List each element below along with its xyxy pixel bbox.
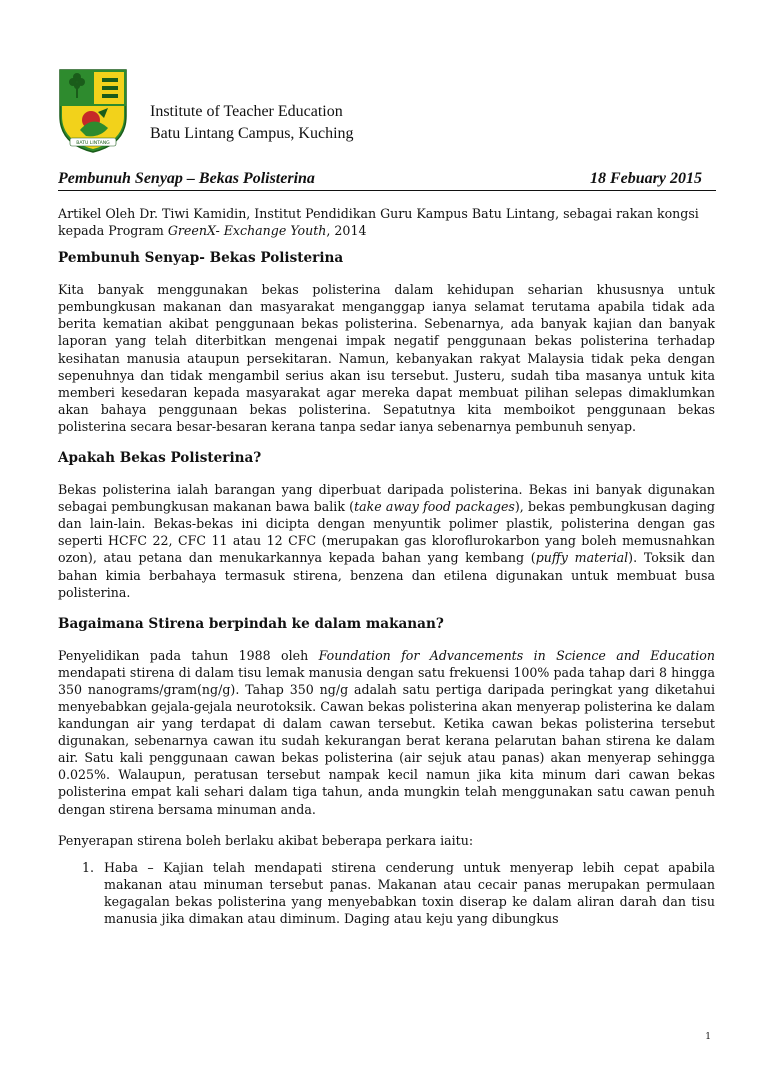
document-title-bar [58,168,716,191]
campus-name: Batu Lintang Campus, Kuching [150,125,354,142]
section-heading: Bagaimana Stirena berpindah ke dalam makanan? [58,615,444,632]
institute-crest-logo [58,68,128,154]
document-date: 18 Febuary 2015 [590,170,702,187]
list-item-number: 1. [82,859,95,875]
article-body [58,205,715,927]
list-item [58,859,715,927]
institute-name: Institute of Teacher Education [150,103,343,120]
paragraph: Bekas polisterina ialah barangan yang diperbuat daripada polisterina. Bekas ini banyak digunakan sebagai pembungkusan makanan bawa balik (take away food packages), bekas pembungkusan daging dan lain-lain. Bekas-bekas ini dicipta dengan menyuntik polimer plastik, polisterina dengan gas seperti HCFC 22, CFC 11 atau 12 CFC (merupakan gas kloroflurokarbon yang boleh memusnahkan ozon), atau petana dan menukarkannya kepada bahan yang kembang (puffy material). Toksik dan bahan kimia berbahaya termasuk stirena, benzena dan etilena digunakan untuk membuat busa polisterina. [58,482,715,600]
list-item-text: Haba – Kajian telah mendapati stirena cenderung untuk menyerap lebih cepat apabila makanan atau minuman tersebut panas. Makanan atau cecair panas merupakan permulaan kegagalan bekas polisterina yang menyebabkan toxin diserap ke dalam aliran darah dan tisu manusia jika dimakan atau diminum. Daging atau keju yang dibungkus [104,859,715,926]
numbered-list [58,859,715,927]
article-byline: Artikel Oleh Dr. Tiwi Kamidin, Institut Pendidikan Guru Kampus Batu Lintang, sebagai rakan kongsi kepada Program GreenX- Exchange Youth, 2014 [58,206,699,239]
page-number: 1 [705,1032,711,1042]
list-intro: Penyerapan stirena boleh berlaku akibat beberapa perkara iaitu: [58,832,474,848]
section-heading: Pembunuh Senyap- Bekas Polisterina [58,250,344,267]
logo-motto-text: BATU LINTANG [76,141,110,146]
paragraph: Kita banyak menggunakan bekas polisterina dalam kehidupan seharian khususnya untuk pembungkusan makanan dan masyarakat menganggap ianya selamat terutama apabila tidak ada berita kematian akibat penggunaan bekas polisterina. Sebenarnya, ada banyak kajian dan banyak laporan yang telah diterbitkan mengenai impak negatif penggunaan bekas polisterina terhadap kesihatan manusia ataupun persekitaran. Namun, kebanyakan rakyat Malaysia tidak peka dengan sepenuhnya dan tidak mengambil serius akan isu tersebut. Justeru, sudah tiba masanya untuk kita memberi kesedaran kepada masyarakat agar mereka dapat membuat pilihan selepas dimaklumkan akan bahaya penggunaan bekas polisterina. Sepatutnya kita memboikot penggunaan bekas polisterina secara besar-besaran kerana tanpa sedar ianya sebenarnya pembunuh senyap. [58,282,715,434]
section-heading: Apakah Bekas Polisterina? [58,450,262,467]
paragraph: Penyelidikan pada tahun 1988 oleh Foundation for Advancements in Science and Education mendapati stirena di dalam tisu lemak manusia dengan satu frekuensi 100% pada tahap dari 8 hingga 350 nanograms/gram(ng/g). Tahap 350 ng/g adalah satu pertiga daripada peringkat yang diketahui menyebabkan gejala-gejala neurotoksik. Cawan bekas polisterina akan menyerap polisterina ke dalam kandungan air yang terdapat di dalam cawan tersebut. Ketika cawan bekas polisterina tersebut digunakan, sebenarnya cawan itu sudah kekurangan berat kerana pelarutan bahan stirena ke dalam air. Satu kali penggunaan cawan bekas polisterina (air sejuk atau panas) akan menyerap sehingga 0.025%. Walaupun, peratusan tersebut nampak kecil namun jika kita minum dari cawan bekas polisterina empat kali sehari dalam tiga tahun, anda mungkin telah menggunakan satu cawan penuh dengan stirena bersama minuman anda. [58,647,715,817]
document-title: Pembunuh Senyap – Bekas Polisterina [58,170,315,187]
program-name: GreenX- Exchange Youth [167,223,327,239]
